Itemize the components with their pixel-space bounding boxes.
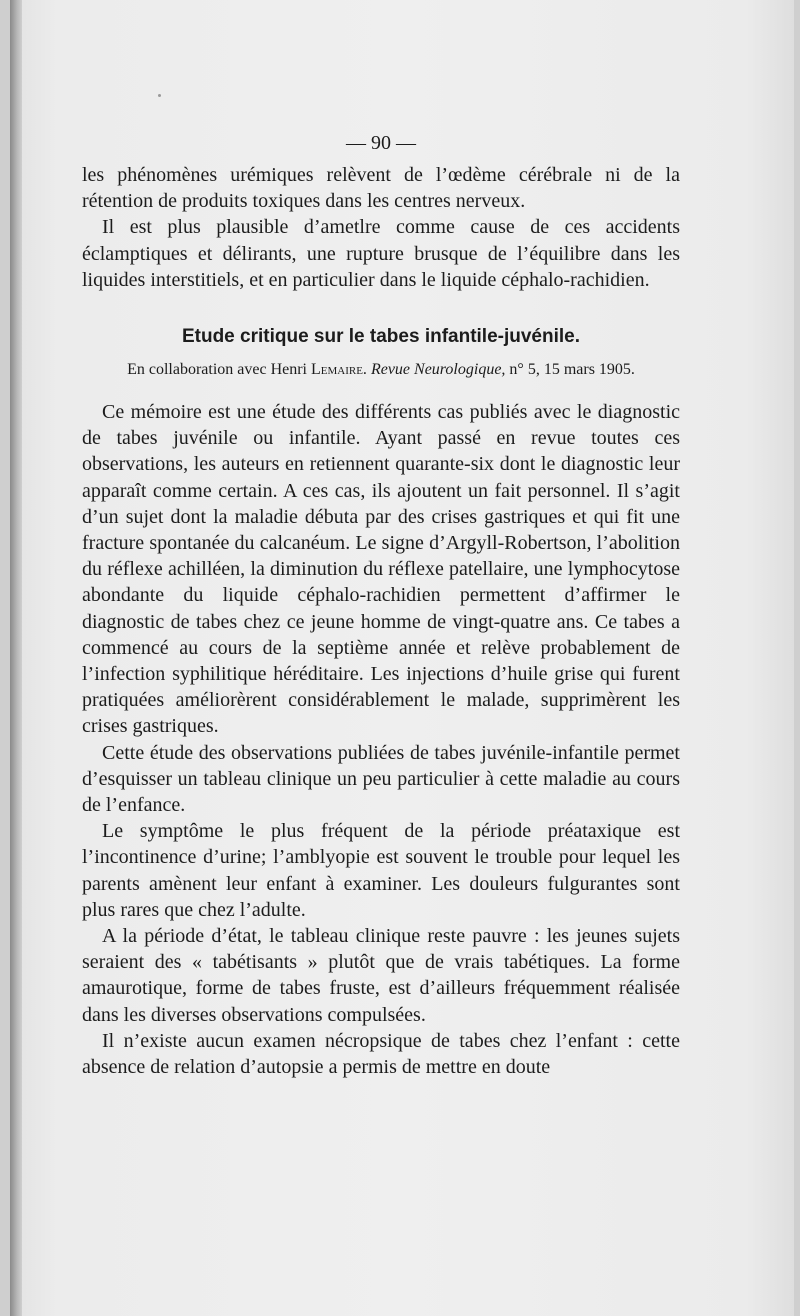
paragraph-4: Cette étude des observations publiées de tabes juvénile-infantile permet d’esquisser un tableau clinique un peu particulier à cette maladie au cours de l’enfance. [82, 741, 680, 817]
byline-journal: Revue Neurologique, [370, 361, 506, 379]
section-title: Etude critique sur le tabes infantile-juvénile. [181, 326, 581, 348]
paragraph-5: Le symptôme le plus fréquent de la période préataxique est l’incontinence d’urine; l’amblyopie est souvent le trouble pour lequel les parents amènent leur enfant à examiner. Les douleurs fulgurantes sont plus rares que chez l’adulte. [82, 820, 680, 921]
byline-author: Lemaire. [311, 361, 367, 379]
paragraph-7: Il n’existe aucun examen nécropsique de tabes chez l’enfant : cette absence de relation d’autopsie a permis de mettre en doute [82, 1029, 680, 1079]
paragraph-6: A la période d’état, le tableau clinique reste pauvre : les jeunes sujets seraient des « tabétisants » plutôt que de vrais tabétiques. La forme amaurotique, forme de tabes fruste, est d’ailleurs fréquemment réalisée dans les diverses observations compulsées. [82, 925, 680, 1026]
page-gutter-shadow [10, 0, 22, 1316]
paragraph-3: Ce mémoire est une étude des différents cas publiés avec le diagnostic de tabes juvénile ou infantile. Ayant passé en revue toutes ces observations, les auteurs en retiennent quarante-six dont le diagnostic leur apparaît comme certain. A ces cas, ils ajoutent un fait personnel. Il s’agit d’un sujet dont la maladie débuta par des crises gastriques et qui fit une fracture spontanée du calcanéum. Le signe d’Argyll-Robertson, l’abolition du réflexe achilléen, la diminution du réflexe patellaire, une lymphocytose abondante du liquide céphalo-rachidien permettent d’affirmer le diagnostic de tabes chez ce jeune homme de vingt-quatre ans. Ce tabes a commencé au cours de la septième année et relève probablement de l’infection syphilitique héréditaire. Les injections d’huile grise qui furent pratiquées améliorèrent considérablement le malade, supprimèrent les crises gastriques. [82, 401, 680, 738]
speck [158, 94, 161, 97]
page-content [82, 130, 680, 1080]
paragraph-1: les phénomènes urémiques relèvent de l’œdème cérébrale ni de la rétention de produits toxiques dans les centres nerveux. [82, 164, 680, 213]
paragraph-2: Il est plus plausible d’ametlre comme cause de ces accidents éclamptiques et délirants, une rupture brusque de l’équilibre dans les liquides interstitiels, et en particulier dans le liquide céphalo-rachidien. [82, 216, 680, 291]
byline-suffix: n° 5, 15 mars 1905. [509, 361, 635, 379]
page-number: — 90 — [346, 132, 416, 154]
byline-prefix: En collaboration avec Henri [127, 361, 307, 379]
section-byline [76, 359, 686, 381]
